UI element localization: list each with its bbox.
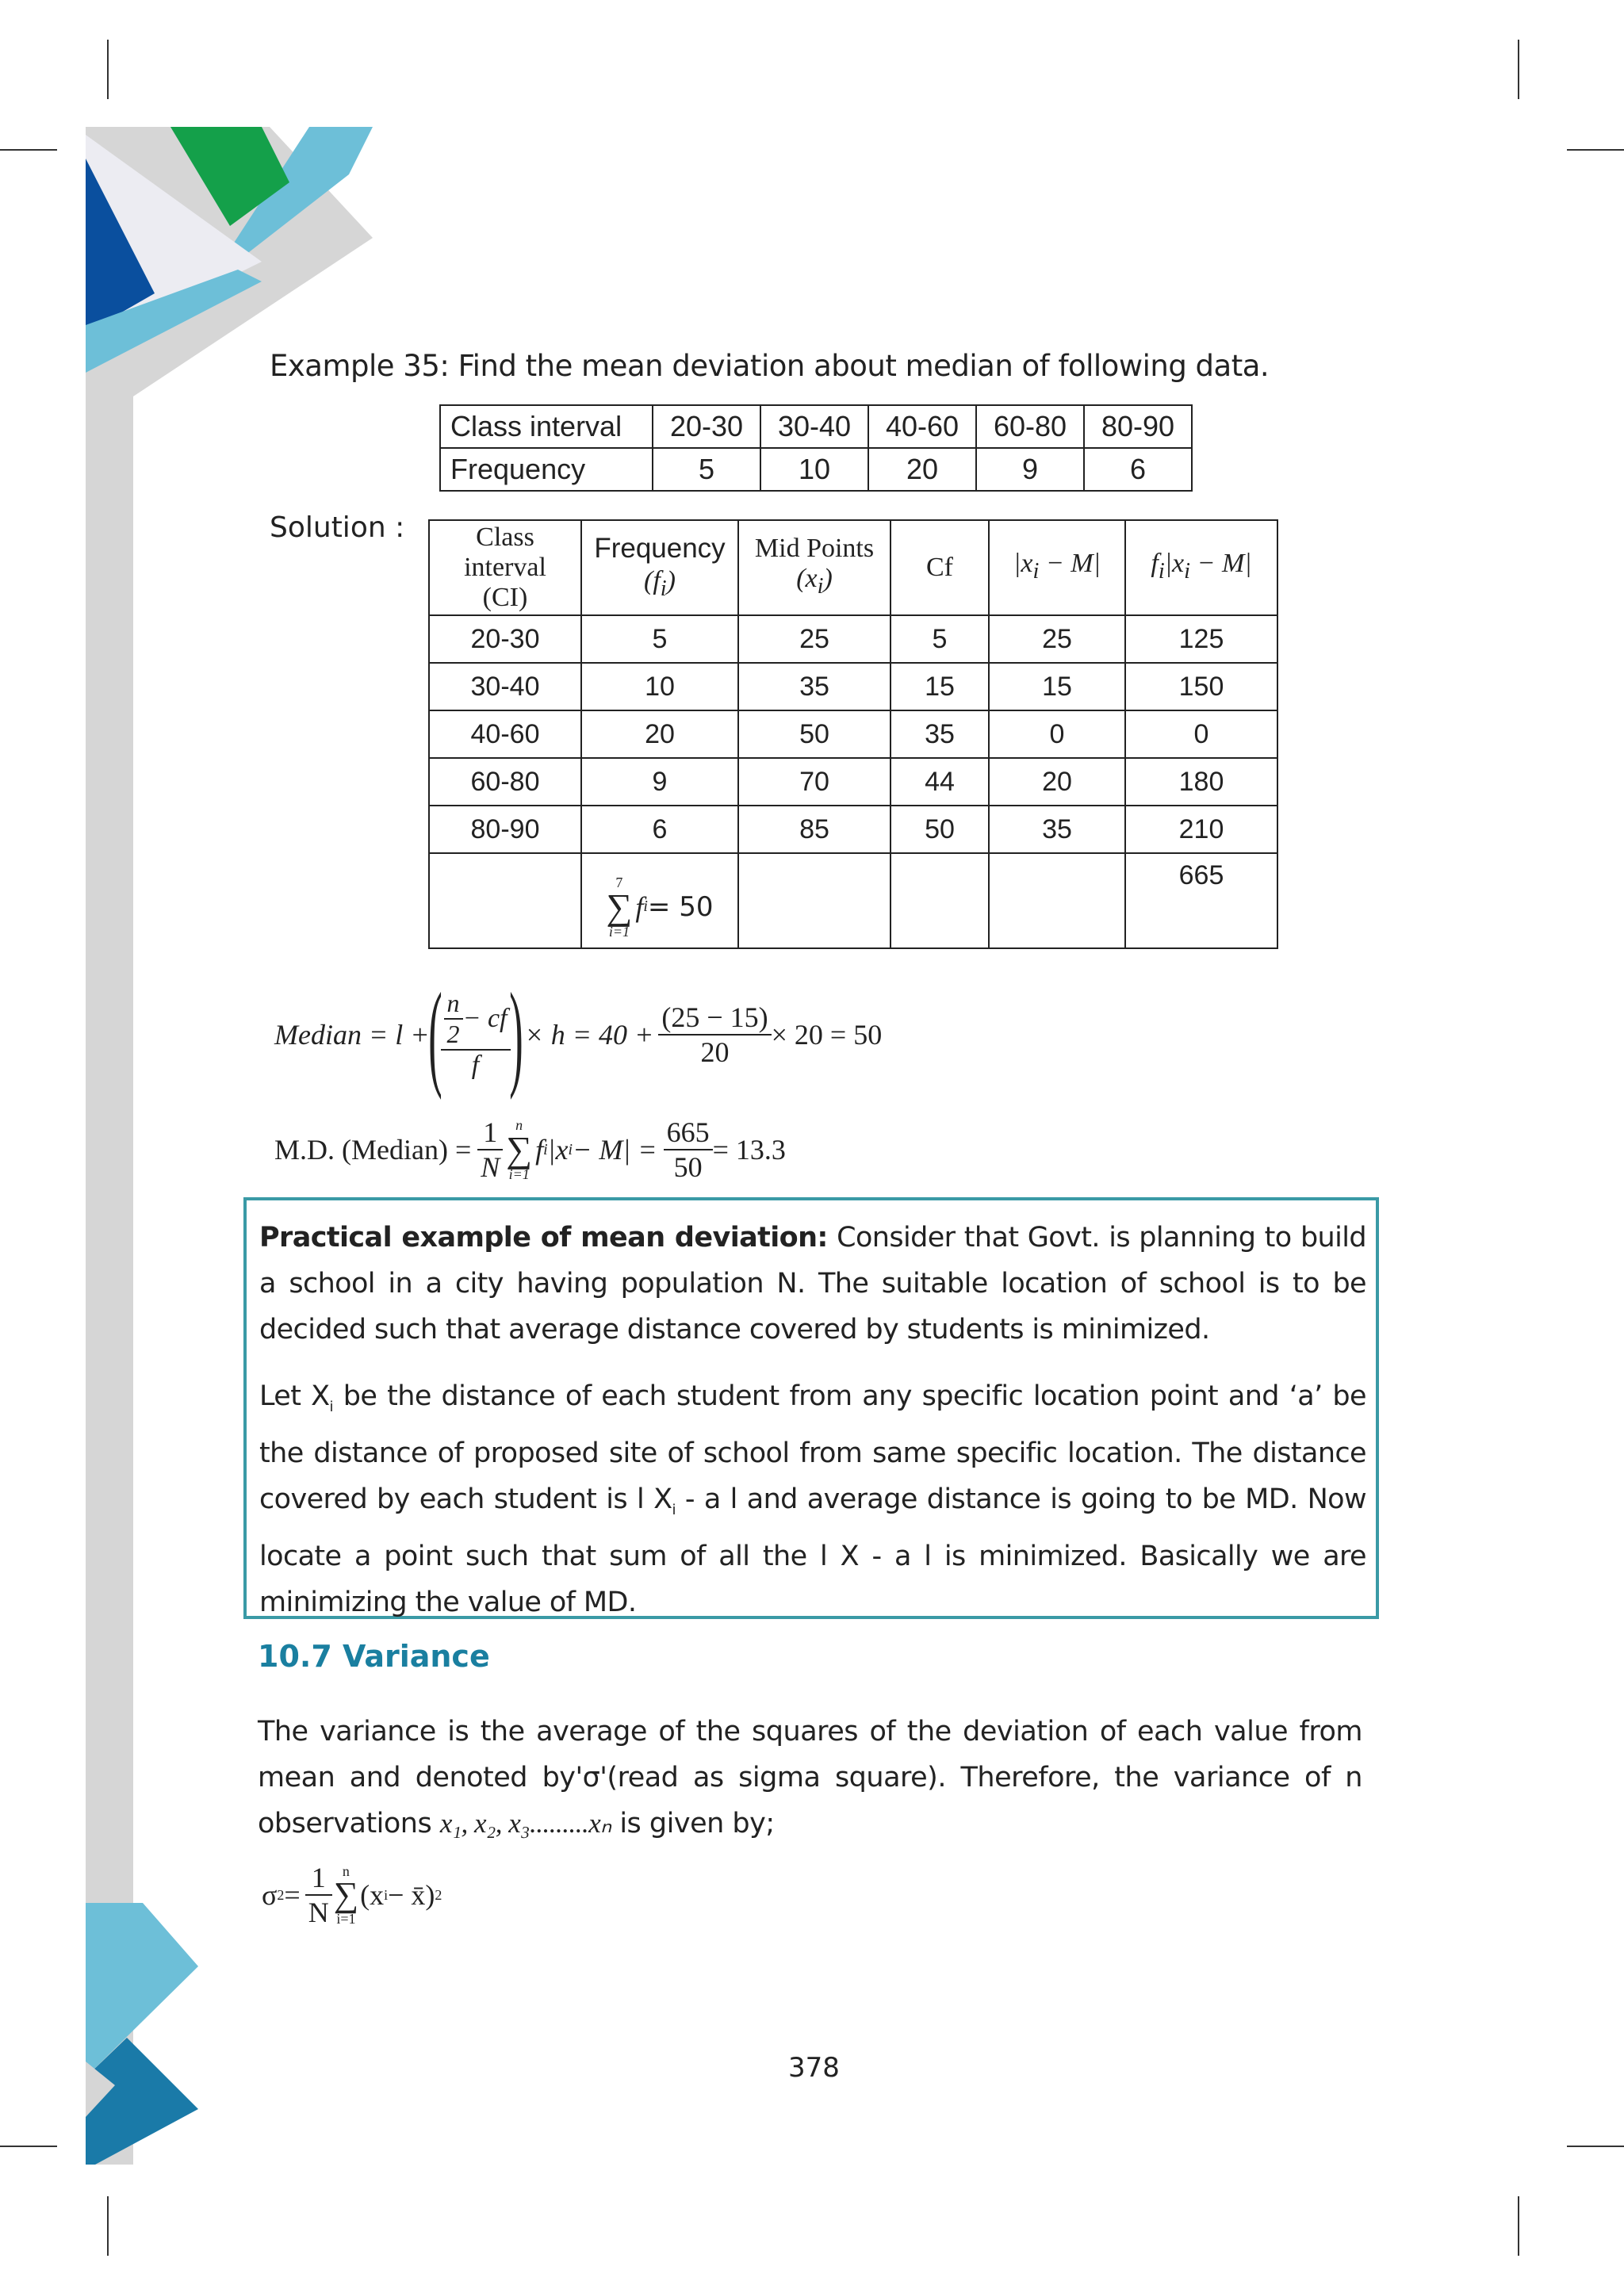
cell-d: 0 [989,710,1125,758]
cell-cf: 5 [891,615,989,663]
cell-fd: 210 [1125,806,1277,853]
solution-table [428,519,1278,949]
practical-paragraph-2: Let $X_i$ be the distance of each student from any specific location point and ‘a’ be the distance of proposed site of school from same specific location. The distance covered by each student is l $X_i$ - a l and average distance is going to be MD. Now locate a point such that sum of all the l X - a l is minimized. Basically we are minimizing the value of MD. [259,1380,1366,1618]
mean-deviation-formula: M.D. (Median) = $\frac{1}{N}$ n ∑ i=1 f i |x i − M| = $\frac{665}{50}$ = 13.3 [274,1116,786,1183]
row-label: Frequency [440,448,653,491]
cell-f: 20 [581,710,738,758]
cell-cf: 35 [891,710,989,758]
practical-paragraph-1: Practical example of mean deviation: Consider that Govt. is planning to build a school in a city having population N. The suitable location of school is to be decided such that average distance covered by students is minimized. [259,1222,1367,1346]
table-cell: 40-60 [868,405,976,448]
cell-empty [989,853,1125,948]
practical-example-box [243,1197,1379,1619]
table-cell: 6 [1084,448,1192,491]
variance-formula: σ 2 = $\frac{1}{N}$ n ∑ i=1 (x i − x̄) 2 [262,1862,442,1928]
table-cell: 9 [976,448,1084,491]
header-frequency: Frequency $(f_i)$ [581,520,738,615]
header-f-abs-deviation: $f_i|x_i - M|$ [1125,520,1277,615]
cell-fd: 0 [1125,710,1277,758]
frequency-data-table [439,404,1193,492]
cell-f: 9 [581,758,738,806]
table-row [440,405,1192,448]
median-formula: Median = l + ( $\frac{n}{2}$ − cf f ) × h = 40 + $\frac{(25 - 15)}{20}$ × 20 = 50 [274,969,883,1101]
example-statement: Example 35: Find the mean deviation about median of following data. [270,349,1270,383]
cell-d: 25 [989,615,1125,663]
table-row [429,806,1277,853]
table-row [429,710,1277,758]
cell-cf: 15 [891,663,989,710]
cell-x: 85 [738,806,891,853]
crop-mark [107,2196,109,2256]
solution-label: Solution : [270,511,405,544]
cell-x: 35 [738,663,891,710]
table-cell: 20 [868,448,976,491]
cell-ci: 20-30 [429,615,581,663]
table-row [429,758,1277,806]
cell-ci: 40-60 [429,710,581,758]
cell-d: 35 [989,806,1125,853]
header-class-interval: Class interval (CI) [429,520,581,615]
cell-x: 50 [738,710,891,758]
cell-fd: 125 [1125,615,1277,663]
table-cell: 60-80 [976,405,1084,448]
table-cell: 20-30 [653,405,760,448]
table-header-row [429,520,1277,615]
crop-mark [1567,2146,1624,2147]
cell-x: 25 [738,615,891,663]
crop-mark [0,2146,57,2147]
section-heading: 10.7 Variance [258,1639,490,1674]
cell-cf: 50 [891,806,989,853]
cell-d: 20 [989,758,1125,806]
cell-fd: 180 [1125,758,1277,806]
crop-mark [107,40,109,99]
row-label: Class interval [440,405,653,448]
crop-mark [1518,2196,1519,2256]
table-row [429,663,1277,710]
crop-mark [1567,149,1624,151]
cell-f: 5 [581,615,738,663]
header-abs-deviation: $|x_i - M|$ [989,520,1125,615]
cell-f: 10 [581,663,738,710]
crop-mark [1518,40,1519,99]
cell-empty [429,853,581,948]
cell-empty [891,853,989,948]
table-cell: 10 [760,448,868,491]
table-cell: 5 [653,448,760,491]
table-cell: 30-40 [760,405,868,448]
cell-ci: 30-40 [429,663,581,710]
cell-ci: 80-90 [429,806,581,853]
cell-sum-f: 7 ∑ i=1 f i = 50 [581,853,738,948]
crop-mark [0,149,57,151]
cell-d: 15 [989,663,1125,710]
cell-fd: 150 [1125,663,1277,710]
practical-title: Practical example of mean deviation: [259,1222,828,1254]
table-sum-row [429,853,1277,948]
cell-empty [738,853,891,948]
table-cell: 80-90 [1084,405,1192,448]
cell-cf: 44 [891,758,989,806]
variance-paragraph: The variance is the average of the squares of the deviation of each value from mean and denoted by'σ'(read as sigma square). Therefore, the variance of n observations x₁, x₂, x₃.........xₙ is given by; [258,1716,1362,1839]
table-row [440,448,1192,491]
cell-sum-fd: 665 [1125,853,1277,948]
table-row [429,615,1277,663]
cell-x: 70 [738,758,891,806]
header-cf: Cf [891,520,989,615]
cell-ci: 60-80 [429,758,581,806]
cell-f: 6 [581,806,738,853]
page-number: 378 [788,2052,840,2084]
header-mid-points: Mid Points $(x_i)$ [738,520,891,615]
